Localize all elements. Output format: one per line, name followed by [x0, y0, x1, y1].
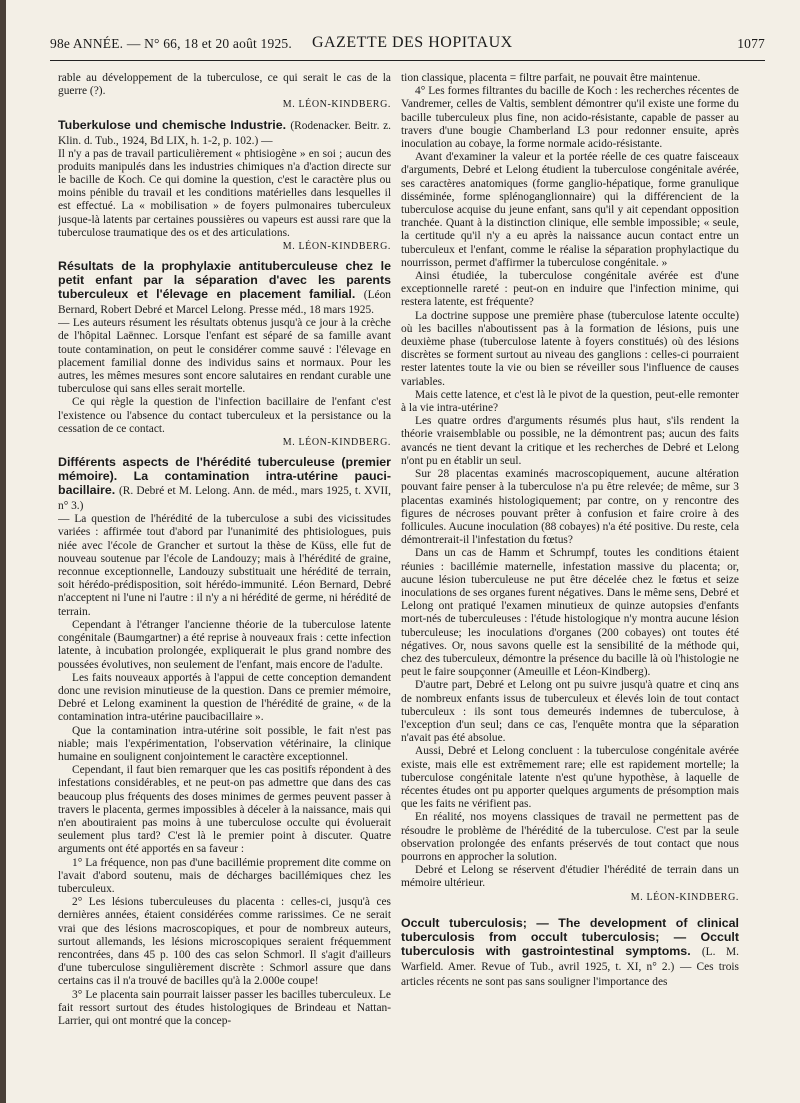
paragraph: 4° Les formes filtrantes du bacille de Koch : les recherches récentes de Vandremer, celles de Valtis, semblent démontrer qu'il existe une forme du bacille tuberculeux plus fine, non acido-résistante, capable de passer au travers d'une bougie Chamberland L3 pour redonner ensuite, après inoculation au cobaye, la forme normale acido-résistante. [401, 85, 739, 151]
paragraph: 3° Le placenta sain pourrait laisser passer les bacilles tuberculeux. Le fait ressort surtout des études histologiques de Brindeau et Nattan-Larrier, qui ont montré que la concep- [58, 988, 391, 1027]
article-title-text: Différents aspects de l'hérédité tuberculeuse (premier mémoire). La contamination intra-utérine pauci-bacillaire. [58, 455, 391, 498]
signature: M. LÉON-KINDBERG. [630, 891, 739, 903]
article-text-start: — Ces trois articles récents ne sont pas sans souligner l'importance des [401, 960, 739, 988]
paragraph: rable au développement de la tuberculose, ce qui serait le cas de la guerre (?). [58, 72, 391, 98]
paragraph: La doctrine suppose une première phase (tuberculose latente occulte) où les bacilles n'aboutissent pas à la formation de lésions, puis une deuxième phase (tuberculose latente à foyers constitués) où des lésions discrètes se forment surtout au niveau des ganglions : celles-ci pourraient rester latentes toute la vie ou bien se réveiller sous l'influence de causes variables. [401, 309, 739, 388]
paragraph: Cependant à l'étranger l'ancienne théorie de la tuberculose latente congénitale (Baumgartner) a été reprise à nouveaux frais : cette infection latente, à incubation prolongée, expliquerait le plus grand nombre des poussées évolutives, non seulement de l'enfant, mais encore de l'adulte. [58, 618, 391, 671]
article-title [58, 259, 391, 317]
article-title [58, 455, 391, 513]
page-header [50, 36, 765, 56]
signature: M. LÉON-KINDBERG. [282, 99, 391, 111]
paragraph: Aussi, Debré et Lelong concluent : la tuberculose congénitale avérée existe, mais elle est extrêmement rare; elle est rapidement mortelle; la tuberculose congénitale latente n'est qu'une hypothèse, à laquelle de récentes études ont pu apporter quelques arguments de présomption mais que les faits ne vérifient pas. [401, 745, 739, 811]
article-reference: (R. Debré et M. Lelong. Ann. de méd., mars 1925, t. XVII, n° 3.) [58, 485, 391, 513]
paragraph: Cependant, il faut bien remarquer que les cas positifs répondent à des infestations considérables, et ne peut-on pas admettre que dans des cas beaucoup plus fréquents des doses minimes de germes peuvent passer à travers le placenta, germes impossibles à déceler à la naissance, mais qui n'en aboutiraient pas moins à une tuberculose occulte qui évoluerait seulement plus tard? C'est là le premier point à discuter. Quatre arguments ont été apportés en sa faveur : [58, 764, 391, 856]
journal-title: GAZETTE DES HOPITAUX [312, 34, 513, 51]
right-column [401, 72, 739, 1092]
paragraph: En réalité, nos moyens classiques de travail ne permettent pas de résoudre le problème de l'hérédité de la tuberculose. C'est par la seule observation prolongée des enfants préservés de tout contact que nous pourrons en approcher la solution. [401, 811, 739, 863]
article-title [401, 916, 739, 989]
paragraph: Dans un cas de Hamm et Schrumpf, toutes les conditions étaient réunies : bacillémie maternelle, infestation massive du placenta; or, aucune lésion tuberculeuse ne put être décelée chez le fœtus et seize inoculations de ses organes furent négatives. Dans le même sens, Debré et Lelong ont pratiqué l'examen minutieux de quinze autopsies d'enfants mort-nés de tuberculeuses : l'étude histologique n'y montra aucune lésion tuberculeuse; les inoculations d'organes (200 cobayes) ont toutes été négatives. Or, nous savons quelle est la sensibilité de la méthode qui, chez des tuberculeux, démontre la présence du bacille là où l'histologie ne peut le faire soupçonner (Ameuille et Léon-Kindberg). [401, 547, 739, 679]
article-reference: (L. M. Warfield. Amer. Revue of Tub., avril 1925, t. XI, n° 2.) [401, 945, 739, 973]
paragraph: Que la contamination intra-utérine soit possible, le fait n'est pas niable; mais l'expérimentation, l'observation vétérinaire, la clinique humaine en soulignent conjointement le caractère exceptionnel. [58, 724, 391, 763]
paragraph: Ce qui règle la question de l'infection bacillaire de l'enfant c'est l'existence ou l'absence du contact tuberculeux et la persistance ou la cessation de ce contact. [58, 396, 391, 435]
paragraph: Debré et Lelong se réservent d'étudier l'hérédité de terrain dans un mémoire ultérieur. [401, 864, 739, 890]
paragraph: D'autre part, Debré et Lelong ont pu suivre jusqu'à quatre et cinq ans de nombreux enfants issus de tuberculeux et élevés loin de tout contact tuberculeux : ils sont tous demeurés indemnes de tuberculose, à l'exception d'un seul; dans ce cas, l'enquête montra que la séparation n'avait pas été absolue. [401, 679, 739, 745]
article-reference: (Rodenacker. Beitr. z. Klin. d. Tub., 1924, Bd LIX, h. 1-2, p. 102.) — [58, 119, 391, 147]
signature: M. LÉON-KINDBERG. [282, 241, 391, 253]
article-title-text: Résultats de la prophylaxie antituberculeuse chez le petit enfant par la séparation d'avec les parents tuberculeux et l'élevage en placement familial. [58, 259, 391, 302]
page-number: 1077 [737, 36, 765, 51]
paragraph: 2° Les lésions tuberculeuses du placenta : celles-ci, jusqu'à ces dernières années, étaient considérées comme rarissimes. Ce ne serait vrai que des lésions macroscopiques, et pour de nombreux auteurs, surtout allemands, les lésions microscopiques seraient fréquemment rencontrées, dans 45 p. 100 des cas selon Schmorl. Il s'agit d'ailleurs d'une tuberculose singulièrement discrète : Schmorl assure que dans certains cas il n'a trouvé de bacilles qu'à la 2.000e coupe! [58, 896, 391, 988]
header-rule [50, 60, 765, 61]
signature: M. LÉON-KINDBERG. [282, 437, 391, 449]
page-edge [0, 0, 6, 1103]
article-title-text: Tuberkulose und chemische Industrie. [58, 117, 287, 132]
article-title-text: Occult tuberculosis; — The development of clinical tuberculosis from occult tuberculosis; — Occult tuberculosis with gastrointestinal symptoms. [401, 915, 739, 958]
issue-line: 98e ANNÉE. — N° 66, 18 et 20 août 1925. [50, 36, 292, 51]
paragraph: 1° La fréquence, non pas d'une bacillémie proprement dite comme on l'avait d'abord soutenu, mais de décharges bacillémiques chez les tuberculeux. [58, 856, 391, 895]
paragraph: Sur 28 placentas examinés macroscopiquement, aucune altération pouvant faire penser à la tuberculose n'a pu être relevée; de même, sur 3 placentas examinés histologiquement; par contre, on y rencontre des figures de nécroses pouvant prêter à confusion et faire croire à des follicules. Aucune inoculation (88 cobayes) n'a été positive. Du reste, cela démontrerait-il l'infestation du fœtus? [401, 468, 739, 547]
paragraph: Les faits nouveaux apportés à l'appui de cette conception demandent donc une revision minutieuse de la question. Dans ce premier mémoire, Debré et Lelong examinent la question de l'hérédité de graine, « de la contamination intra-utérine paucibacillaire ». [58, 671, 391, 724]
paragraph: Ainsi étudiée, la tuberculose congénitale avérée est d'une exceptionnelle rareté : peut-on en induire que l'infection minime, qui restera latente, est fréquente? [401, 270, 739, 309]
left-column [58, 72, 391, 1092]
paragraph: — Les auteurs résument les résultats obtenus jusqu'à ce jour à la crèche de l'hôpital Laënnec. Lorsque l'enfant est séparé de sa famille avant toute contamination, on peut le considérer comme sauvé : l'élevage en placement familial donne des individus sains et normaux. Pour les autres, les mêmes mesures sont encore salutaires en rendant curable une tuberculose qui sans elles serait mortelle. [58, 317, 391, 396]
article-reference: (Léon Bernard, Robert Debré et Marcel Lelong. Presse méd., 18 mars 1925. [58, 289, 391, 317]
paragraph: Avant d'examiner la valeur et la portée réelle de ces quatre faisceaux d'arguments, Debré et Lelong étudient la tuberculose congénitale avérée, ses caractères anatomiques (forme ganglio-hépatique, forme granulique disséminée, forme splénoganglionnaire) qui la différencient de la tuberculose acquise du jeune enfant, sans qu'il y ait cependant opposition tranchée. Quant à la distinction clinique, elle semble impossible; « seule, la certitude qu'il n'y a eu après la naissance aucun contact entre un tuberculeux et l'enfant, comme le réalise la séparation prophylactique du nourrisson, permet d'affirmer la tuberculose congénitale. » [401, 151, 739, 269]
paragraph: Mais cette latence, et c'est là le pivot de la question, peut-elle remonter à la vie intra-utérine? [401, 388, 739, 415]
paragraph: tion classique, placenta = filtre parfait, ne pouvait être maintenue. [401, 72, 701, 84]
article-title [58, 118, 391, 148]
paragraph: — La question de l'hérédité de la tuberculose a subi des vicissitudes variées : affirmée tout d'abord par l'unanimité des phtisiologues, puis niée avec l'école de Grancher et surtout la thèse de Küss, elle fut de nouveau soutenue par l'école de Landouzy; mais à l'hérédité de graine, reconnue exceptionnelle, Landouzy substituait une hérédité de terrain, soit hérédo-prédisposition, soit hérédo-immunité. Léon Bernard, Debré n'acceptent ni l'une ni l'autre : il n'y a ni hérédité de germe, ni hérédité de terrain. [58, 513, 391, 618]
paragraph: Il n'y a pas de travail particulièrement « phtisiogène » en soi ; aucun des produits manipulés dans les industries chimiques n'a d'action directe sur le bacille de Koch. Ce qui domine la question, c'est le caractère plus ou moins pénible du travail et les conditions matérielles dans lesquelles il est effectué. La « mobilisation » de foyers pulmonaires tuberculeux jusque-là latents par certaines poussières ou vapeurs est aussi rare que la tuberculose traumatique des os et des articulations. [58, 147, 391, 239]
paragraph: Les quatre ordres d'arguments résumés plus haut, s'ils rendent la théorie vraisemblable ou possible, ne la démontrent pas; aucun des faits avancés ne tient devant la critique et les recherches de Debré et Lelong n'ont pu en établir un seul. [401, 415, 739, 467]
